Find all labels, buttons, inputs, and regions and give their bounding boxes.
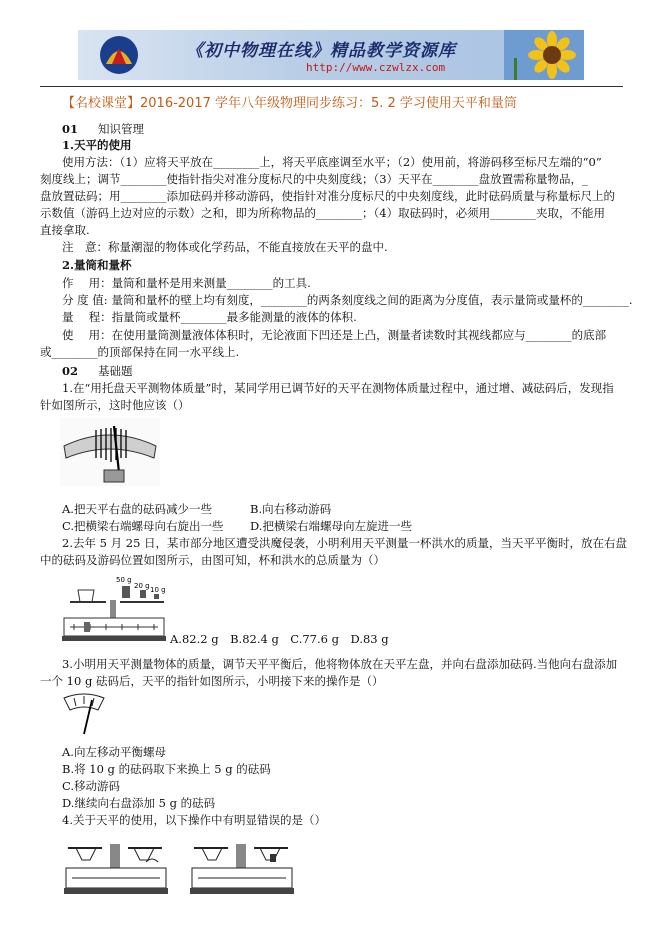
question-2-line: 2.去年 5 月 25 日，某市部分地区遭受洪魔侵袭，小明利用天平测量一杯洪水的质量，当天平平衡时，放在右盘	[62, 536, 628, 550]
section-1-heading-balance: 1.天平的使用	[62, 138, 132, 152]
question-1-option-a[interactable]: A.把天平右盘的砝码减少一些	[62, 502, 212, 516]
question-4-line: 4.关于天平的使用，以下操作中有明显错误的是（）	[62, 813, 326, 827]
section-1-number: 01	[62, 122, 79, 136]
question-1-option-c[interactable]: C.把横梁右端螺母向右旋出一些	[62, 519, 224, 533]
pointer-scale-figure	[60, 418, 160, 486]
header-banner	[78, 30, 584, 80]
section-1-heading-cylinder: 2.量筒和量杯	[62, 258, 132, 272]
text-line: 作 用：量筒和量杯是用来测量________的工具.	[62, 276, 311, 290]
banner-title: 《初中物理在线》精品教学资源库	[186, 41, 456, 61]
text-line: 分 度 值: 量筒和量杯的壁上均有刻度，________的两条刻度线之间的距离为分度值，表示量筒或量杯的________.	[62, 293, 633, 307]
question-2-line: 中的砝码及游码位置如图所示，由图可知，杯和洪水的总质量为（）	[40, 553, 385, 567]
weight-label-20g: 20 g	[134, 582, 150, 590]
text-line: 使 用：在使用量筒测量液体体积时，无论液面下凹还是上凸，测量者读数时其视线都应与________的底部	[62, 328, 607, 342]
text-line: 盘放置砝码；用________添加砝码并移动游码，使指针对准分度标尺的中央刻度线，此时砝码质量与称量标尺上的	[40, 189, 615, 203]
text-line: 直接拿取.	[40, 223, 90, 237]
note-line: 注 意：称量潮湿的物体或化学药品，不能直接放在天平的盘中.	[62, 240, 388, 254]
question-1-option-d[interactable]: D.把横梁右端螺母向左旋进一些	[250, 519, 412, 533]
question-1-line: 针如图所示，这时他应该（）	[40, 398, 190, 412]
question-3-option-a[interactable]: A.向左移动平衡螺母	[62, 745, 166, 759]
question-3-line: 一个 10 g 砝码后，天平的指针如图所示，小明接下来的操作是（）	[40, 674, 384, 688]
page-title: 【名校课堂】2016-2017 学年八年级物理同步练习：5. 2 学习使用天平和量筒	[62, 96, 517, 111]
sunflower-icon	[504, 30, 584, 80]
text-line: 量 程：指量筒或量杯________最多能测量的液体的体积.	[62, 310, 357, 324]
question-1-line: 1.在“用托盘天平测物体质量”时，某同学用已调节好的天平在测物体质量过程中，通过增、减砝码后，发现指	[62, 381, 614, 395]
question-1-option-b[interactable]: B.向右移动游码	[250, 502, 332, 516]
text-line: 示数值（游码上边对应的示数）之和，即为所称物品的________；（4）取砝码时，必须用________夹取，不能用	[40, 206, 606, 220]
header-rule	[40, 86, 623, 87]
text-line: 或________的顶部保持在同一水平线上.	[40, 345, 240, 359]
question-2-options[interactable]: A.82.2 g B.82.4 g C.77.6 g D.83 g	[170, 632, 389, 646]
site-logo-icon	[98, 34, 140, 76]
question-3-option-d[interactable]: D.继续向右盘添加 5 g 的砝码	[62, 796, 216, 810]
section-1-label: 知识管理	[98, 122, 144, 136]
text-line: 使用方法：（1）应将天平放在________上，将天平底座调至水平；（2）使用前，将游码移至标尺左端的“0”	[62, 155, 602, 169]
balance-weights-figure	[60, 572, 168, 642]
section-2-label: 基础题	[98, 364, 133, 378]
banner-url[interactable]: http://www.czwlzx.com	[306, 61, 446, 74]
balance-figure-b	[188, 834, 296, 900]
pointer-deflection-figure	[62, 692, 106, 738]
question-3-line: 3.小明用天平测量物体的质量，调节天平平衡后，他将物体放在天平左盘，并向右盘添加砝码.当他向右盘添加	[62, 657, 618, 671]
weight-label-10g: 10 g	[150, 586, 166, 594]
question-3-option-b[interactable]: B.将 10 g 的砝码取下来换上 5 g 的砝码	[62, 762, 271, 776]
balance-figure-a	[62, 834, 170, 900]
text-line: 刻度线上；调节________使指针指尖对准分度标尺的中央刻度线；（3）天平在________盘放置需称量物品，_	[40, 172, 588, 186]
question-3-option-c[interactable]: C.移动游码	[62, 779, 121, 793]
section-2-number: 02	[62, 364, 79, 378]
weight-label-50g: 50 g	[116, 576, 132, 584]
